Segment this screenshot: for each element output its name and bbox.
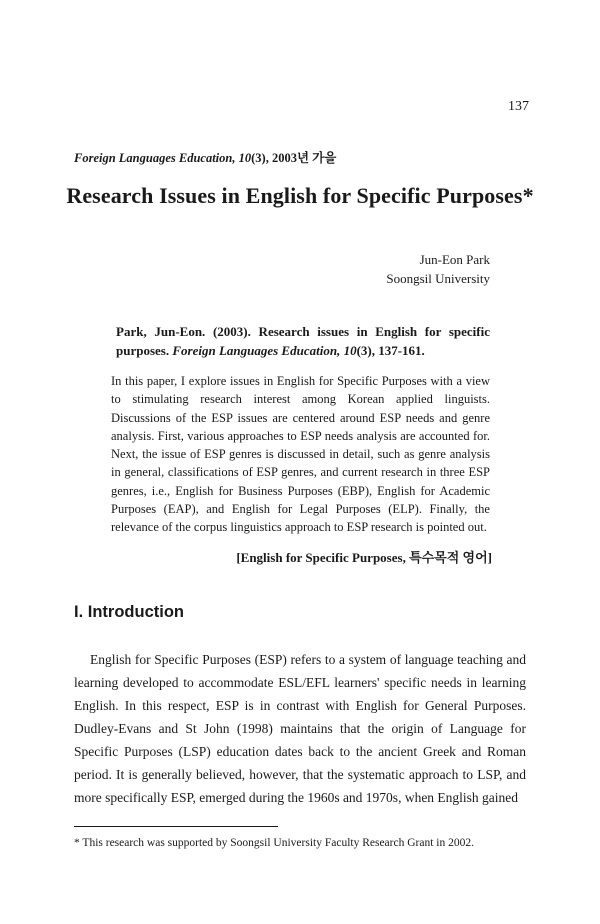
- author-affiliation: Soongsil University: [386, 271, 490, 286]
- keywords: [English for Specific Purposes, 특수목적 영어]: [236, 550, 492, 565]
- intro-paragraph: [74, 648, 526, 809]
- journal-issue: (3),: [251, 151, 269, 165]
- intro-text: English for Specific Purposes (ESP) refers to a system of language teaching and learning developed to accommodate ESL/EFL learners' specific needs in learning English. In this respect, ESP is in contrast with English for General Purposes. Dudley-Evans and St John (1998) maintains that the origin of Language for Specific Purposes (LSP) education dates back to the ancient Greek and Roman period. It is generally believed, however, that the systematic approach to LSP, and more specifically ESP, emerged during the 1960s and 1970s, when English gained: [74, 652, 526, 805]
- journal-volume: 10: [238, 151, 252, 165]
- section-heading: I. Introduction: [74, 603, 184, 621]
- journal-name: Foreign Languages Education,: [74, 151, 236, 165]
- author-block: [386, 250, 490, 288]
- author-name: Jun-Eon Park: [419, 252, 490, 267]
- citation: [116, 322, 490, 360]
- abstract: In this paper, I explore issues in English for Specific Purposes with a view to stimulating research interest among Korean applied linguists. Discussions of the ESP issues are centered around ESP needs and genre analysis. First, various approaches to ESP needs analysis are accounted for. Next, the issue of ESP genres is discussed in detail, such as genre analysis in general, classifications of ESP genres, and current research in three ESP genres, i.e., English for Business Purposes (EBP), English for Academic Purposes (EAP), and English for Legal Purposes (ELP). Finally, the relevance of the corpus linguistics approach to ESP research is pointed out.: [111, 374, 490, 535]
- paper-title: Research Issues in English for Specific Purposes*: [66, 183, 534, 208]
- footnote-rule: [74, 826, 278, 827]
- journal-header: [74, 148, 336, 166]
- footnote: * This research was supported by Soongsil University Faculty Research Grant in 2002.: [74, 837, 474, 849]
- citation-authors: Park, Jun-Eon. (2003). Research issues in English for specific purposes.: [116, 324, 490, 358]
- citation-pages: (3), 137-161.: [356, 343, 425, 358]
- citation-journal: Foreign Languages Education,: [172, 343, 341, 358]
- citation-volume: 10: [343, 343, 357, 358]
- journal-date: 2003년 가을: [271, 151, 337, 165]
- page-number: 137: [508, 99, 529, 114]
